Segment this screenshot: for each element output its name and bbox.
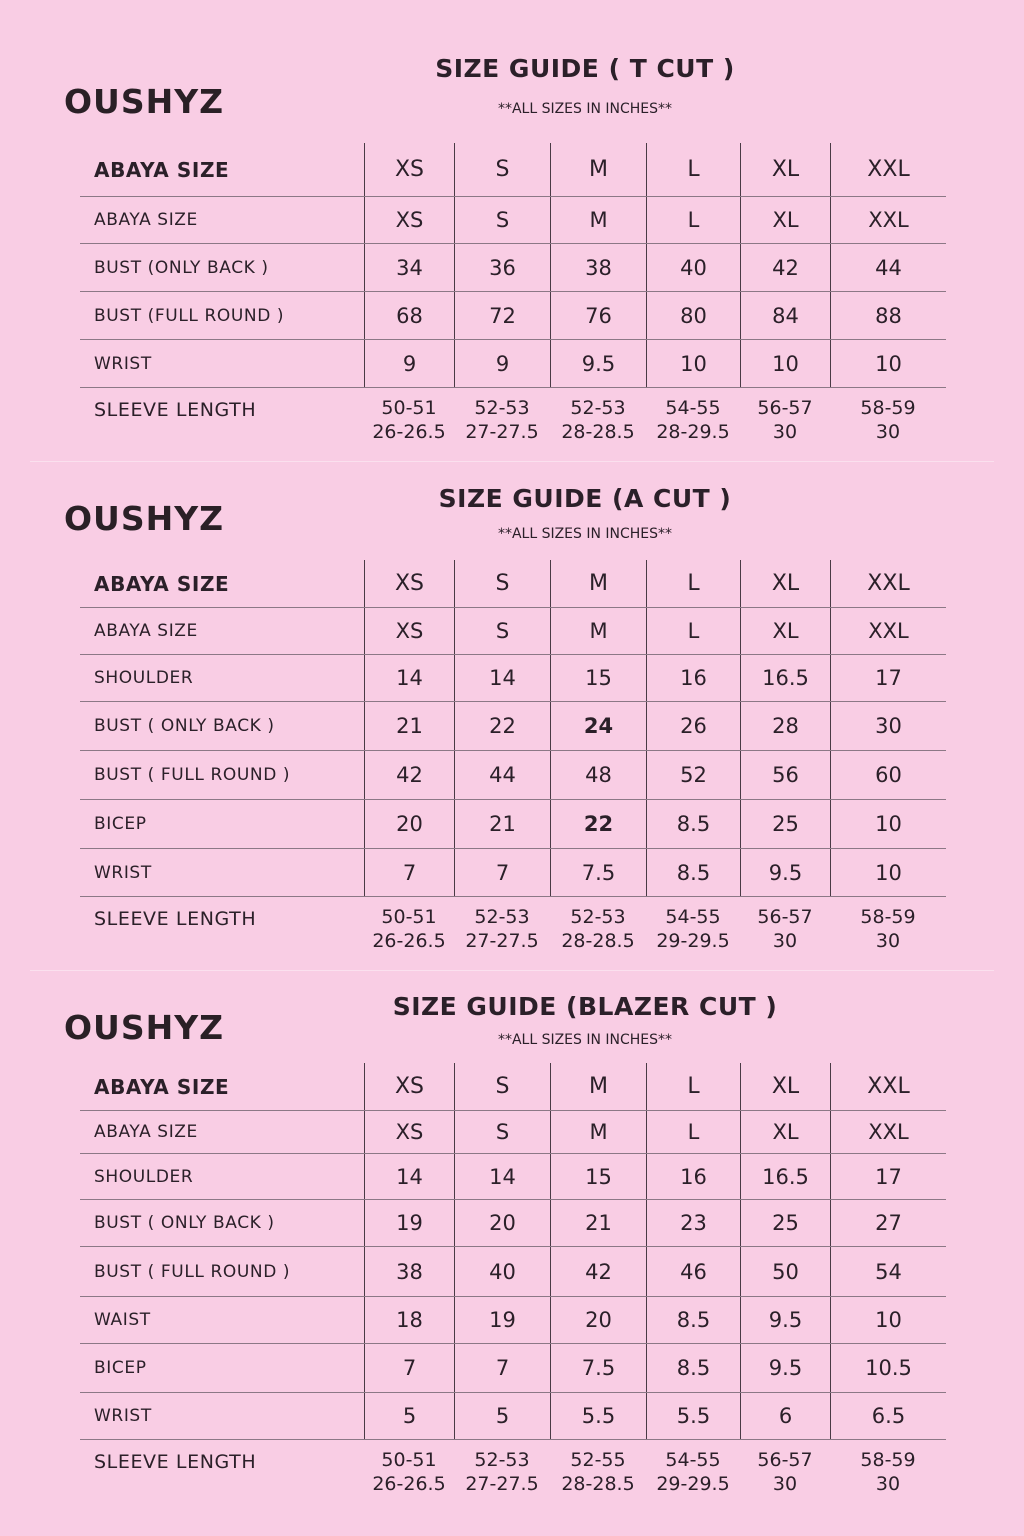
table-cell: 21 bbox=[550, 1200, 646, 1246]
row-label: BUST (ONLY BACK ) bbox=[94, 257, 269, 278]
table-cell: 10 bbox=[646, 340, 740, 387]
brand-logo: OUSHYZ bbox=[64, 1008, 225, 1047]
table-cell: 14 bbox=[364, 655, 454, 701]
table-cell: 9 bbox=[454, 340, 550, 387]
header-size-l: L bbox=[646, 1063, 740, 1110]
header-label: ABAYA SIZE bbox=[94, 157, 230, 182]
table-cell: 17 bbox=[830, 655, 946, 701]
table-cell: 21 bbox=[454, 800, 550, 848]
sleeve-range-alt: 30 bbox=[875, 421, 901, 443]
table-cell: 84 bbox=[740, 292, 830, 339]
sleeve-range-cm: 52-53 bbox=[474, 397, 530, 419]
sleeve-range-alt: 26-26.5 bbox=[372, 1473, 446, 1495]
sleeve-cell bbox=[454, 897, 550, 961]
table-cell: M bbox=[550, 197, 646, 243]
table-cell: 21 bbox=[364, 702, 454, 750]
header-size-xs: XS bbox=[364, 143, 454, 196]
table-cell: 68 bbox=[364, 292, 454, 339]
table-cell: XXL bbox=[830, 197, 946, 243]
table-cell: 27 bbox=[830, 1200, 946, 1246]
table-cell: 20 bbox=[454, 1200, 550, 1246]
sleeve-range-cm: 52-53 bbox=[474, 1449, 530, 1471]
table-cell: 15 bbox=[550, 655, 646, 701]
table-row bbox=[80, 1393, 946, 1440]
table-cell: 10 bbox=[830, 340, 946, 387]
sleeve-range-alt: 30 bbox=[772, 930, 798, 952]
sleeve-range-alt: 28-28.5 bbox=[561, 421, 635, 443]
row-label: BUST ( FULL ROUND ) bbox=[94, 1261, 291, 1282]
table-row bbox=[80, 751, 946, 800]
size-table bbox=[80, 143, 946, 452]
sleeve-range-cm: 58-59 bbox=[860, 1449, 916, 1471]
sleeve-range-alt: 29-29.5 bbox=[656, 930, 730, 952]
table-row bbox=[80, 244, 946, 292]
divider bbox=[30, 970, 994, 971]
table-cell: 7 bbox=[364, 1344, 454, 1392]
table-cell: 7 bbox=[364, 849, 454, 896]
table-cell: XL bbox=[740, 1111, 830, 1153]
table-cell: 7.5 bbox=[550, 849, 646, 896]
sleeve-cell bbox=[740, 897, 830, 961]
table-cell: 10.5 bbox=[830, 1344, 946, 1392]
sleeve-range-cm: 54-55 bbox=[665, 1449, 721, 1471]
sleeve-length-row bbox=[80, 388, 946, 452]
table-header-row bbox=[80, 143, 946, 197]
table-row bbox=[80, 1344, 946, 1393]
header-size-m: M bbox=[550, 143, 646, 196]
header-size-m: M bbox=[550, 1063, 646, 1110]
row-label: BUST ( FULL ROUND ) bbox=[94, 765, 291, 785]
table-cell: 19 bbox=[454, 1297, 550, 1343]
row-label: SHOULDER bbox=[94, 668, 194, 688]
units-note: **ALL SIZES IN INCHES** bbox=[497, 101, 673, 117]
table-cell: 15 bbox=[550, 1154, 646, 1199]
table-cell: 7 bbox=[454, 849, 550, 896]
brand-logo: OUSHYZ bbox=[64, 82, 225, 121]
header-size-xs: XS bbox=[364, 560, 454, 607]
row-label: ABAYA SIZE bbox=[94, 1122, 198, 1142]
table-cell: 42 bbox=[740, 244, 830, 291]
row-label: BUST (FULL ROUND ) bbox=[94, 305, 285, 326]
table-cell: 60 bbox=[830, 751, 946, 799]
sleeve-cell bbox=[740, 1440, 830, 1504]
table-row bbox=[80, 292, 946, 340]
table-cell: 16 bbox=[646, 1154, 740, 1199]
table-cell: 26 bbox=[646, 702, 740, 750]
sleeve-range-alt: 28-28.5 bbox=[561, 1473, 635, 1495]
sleeve-cell bbox=[830, 1440, 946, 1504]
table-cell: M bbox=[550, 608, 646, 654]
sleeve-cell bbox=[364, 1440, 454, 1504]
header-size-l: L bbox=[646, 560, 740, 607]
sleeve-length-row bbox=[80, 897, 946, 961]
units-note: **ALL SIZES IN INCHES** bbox=[497, 526, 673, 542]
table-cell: 8.5 bbox=[646, 1344, 740, 1392]
sleeve-range-cm: 52-53 bbox=[570, 906, 626, 928]
size-table bbox=[80, 560, 946, 961]
sleeve-cell bbox=[364, 897, 454, 961]
table-cell: 44 bbox=[830, 244, 946, 291]
row-label: BUST ( ONLY BACK ) bbox=[94, 1213, 275, 1233]
header-size-xxl: XXL bbox=[830, 143, 946, 196]
table-cell: 24 bbox=[550, 702, 646, 750]
table-cell: 54 bbox=[830, 1247, 946, 1296]
section-title: SIZE GUIDE (BLAZER CUT ) bbox=[392, 992, 778, 1021]
sleeve-range-cm: 52-53 bbox=[570, 397, 626, 419]
sleeve-range-cm: 58-59 bbox=[860, 906, 916, 928]
table-cell: 5.5 bbox=[550, 1393, 646, 1439]
header-size-s: S bbox=[454, 560, 550, 607]
table-cell: 48 bbox=[550, 751, 646, 799]
table-cell: 76 bbox=[550, 292, 646, 339]
table-cell: XS bbox=[364, 197, 454, 243]
section-title: SIZE GUIDE ( T CUT ) bbox=[435, 54, 735, 83]
table-cell: 18 bbox=[364, 1297, 454, 1343]
sleeve-range-alt: 26-26.5 bbox=[372, 930, 446, 952]
table-row bbox=[80, 849, 946, 897]
row-label: WRIST bbox=[94, 862, 152, 883]
sleeve-range-alt: 27-27.5 bbox=[465, 421, 539, 443]
sleeve-range-alt: 27-27.5 bbox=[465, 1473, 539, 1495]
table-row bbox=[80, 608, 946, 655]
table-cell: L bbox=[646, 197, 740, 243]
units-note: **ALL SIZES IN INCHES** bbox=[497, 1032, 673, 1048]
row-label: WRIST bbox=[94, 353, 152, 374]
sleeve-range-alt: 27-27.5 bbox=[465, 930, 539, 952]
table-cell: 46 bbox=[646, 1247, 740, 1296]
sleeve-range-alt: 28-28.5 bbox=[561, 930, 635, 952]
header-size-xxl: XXL bbox=[830, 1063, 946, 1110]
table-cell: XS bbox=[364, 1111, 454, 1153]
header-size-xl: XL bbox=[740, 143, 830, 196]
sleeve-range-cm: 52-53 bbox=[474, 906, 530, 928]
table-cell: 14 bbox=[454, 1154, 550, 1199]
section-title: SIZE GUIDE (A CUT ) bbox=[438, 484, 732, 513]
table-cell: 9 bbox=[364, 340, 454, 387]
table-cell: 9.5 bbox=[740, 1297, 830, 1343]
table-row bbox=[80, 702, 946, 751]
table-cell: 22 bbox=[550, 800, 646, 848]
sleeve-range-cm: 56-57 bbox=[757, 397, 813, 419]
header-size-xs: XS bbox=[364, 1063, 454, 1110]
table-row bbox=[80, 1111, 946, 1154]
sleeve-cell bbox=[830, 897, 946, 961]
table-cell: 9.5 bbox=[740, 1344, 830, 1392]
table-cell: 6.5 bbox=[830, 1393, 946, 1439]
table-row bbox=[80, 197, 946, 244]
row-label: SLEEVE LENGTH bbox=[94, 399, 257, 421]
table-cell: 38 bbox=[550, 244, 646, 291]
sleeve-length-row bbox=[80, 1440, 946, 1504]
table-cell: 20 bbox=[550, 1297, 646, 1343]
table-cell: 23 bbox=[646, 1200, 740, 1246]
header-size-xxl: XXL bbox=[830, 560, 946, 607]
table-cell: 14 bbox=[454, 655, 550, 701]
table-cell: S bbox=[454, 608, 550, 654]
table-cell: 8.5 bbox=[646, 849, 740, 896]
table-cell: 40 bbox=[646, 244, 740, 291]
row-label: SLEEVE LENGTH bbox=[94, 1451, 257, 1473]
table-cell: 25 bbox=[740, 800, 830, 848]
table-cell: XS bbox=[364, 608, 454, 654]
header-label: ABAYA SIZE bbox=[94, 571, 230, 596]
table-cell: 36 bbox=[454, 244, 550, 291]
sleeve-range-cm: 50-51 bbox=[381, 906, 437, 928]
table-row bbox=[80, 340, 946, 388]
sleeve-cell bbox=[740, 388, 830, 452]
sleeve-range-cm: 56-57 bbox=[757, 906, 813, 928]
table-row bbox=[80, 800, 946, 849]
table-cell: 5 bbox=[454, 1393, 550, 1439]
sleeve-cell bbox=[830, 388, 946, 452]
table-cell: 34 bbox=[364, 244, 454, 291]
sleeve-range-cm: 52-55 bbox=[570, 1449, 626, 1471]
table-cell: 52 bbox=[646, 751, 740, 799]
header-size-m: M bbox=[550, 560, 646, 607]
table-cell: 8.5 bbox=[646, 800, 740, 848]
table-cell: 50 bbox=[740, 1247, 830, 1296]
table-row bbox=[80, 1297, 946, 1344]
sleeve-range-cm: 50-51 bbox=[381, 1449, 437, 1471]
row-label: WAIST bbox=[94, 1310, 151, 1330]
header-size-xl: XL bbox=[740, 560, 830, 607]
row-label: ABAYA SIZE bbox=[94, 621, 198, 641]
table-cell: L bbox=[646, 608, 740, 654]
sleeve-range-alt: 28-29.5 bbox=[656, 421, 730, 443]
sleeve-cell bbox=[646, 897, 740, 961]
sleeve-range-alt: 30 bbox=[772, 1473, 798, 1495]
sleeve-cell bbox=[454, 1440, 550, 1504]
table-cell: 5 bbox=[364, 1393, 454, 1439]
row-label: ABAYA SIZE bbox=[94, 210, 198, 230]
table-cell: 28 bbox=[740, 702, 830, 750]
sleeve-range-alt: 29-29.5 bbox=[656, 1473, 730, 1495]
table-cell: 25 bbox=[740, 1200, 830, 1246]
table-row bbox=[80, 655, 946, 702]
table-cell: 14 bbox=[364, 1154, 454, 1199]
sleeve-cell bbox=[550, 1440, 646, 1504]
table-cell: 80 bbox=[646, 292, 740, 339]
sleeve-range-alt: 30 bbox=[875, 1473, 901, 1495]
sleeve-cell bbox=[646, 388, 740, 452]
sleeve-range-alt: 26-26.5 bbox=[372, 421, 446, 443]
table-cell: 42 bbox=[364, 751, 454, 799]
table-cell: 44 bbox=[454, 751, 550, 799]
sleeve-range-cm: 50-51 bbox=[381, 397, 437, 419]
table-cell: 8.5 bbox=[646, 1297, 740, 1343]
divider bbox=[30, 461, 994, 462]
table-cell: S bbox=[454, 1111, 550, 1153]
table-cell: 17 bbox=[830, 1154, 946, 1199]
table-cell: 7.5 bbox=[550, 1344, 646, 1392]
table-header-row bbox=[80, 1063, 946, 1111]
sleeve-cell bbox=[646, 1440, 740, 1504]
table-header-row bbox=[80, 560, 946, 608]
sleeve-range-alt: 30 bbox=[875, 930, 901, 952]
row-label: BICEP bbox=[94, 814, 147, 834]
table-cell: 10 bbox=[830, 1297, 946, 1343]
table-cell: 10 bbox=[830, 800, 946, 848]
table-cell: 7 bbox=[454, 1344, 550, 1392]
sleeve-cell bbox=[550, 897, 646, 961]
table-row bbox=[80, 1154, 946, 1200]
sleeve-range-cm: 54-55 bbox=[665, 906, 721, 928]
row-label: BUST ( ONLY BACK ) bbox=[94, 716, 275, 736]
sleeve-cell bbox=[454, 388, 550, 452]
table-cell: 16 bbox=[646, 655, 740, 701]
table-cell: 9.5 bbox=[550, 340, 646, 387]
table-cell: M bbox=[550, 1111, 646, 1153]
table-cell: 72 bbox=[454, 292, 550, 339]
table-row bbox=[80, 1247, 946, 1297]
sleeve-range-cm: 58-59 bbox=[860, 397, 916, 419]
table-cell: 40 bbox=[454, 1247, 550, 1296]
table-cell: 10 bbox=[740, 340, 830, 387]
row-label: SHOULDER bbox=[94, 1166, 194, 1187]
table-cell: XL bbox=[740, 197, 830, 243]
table-cell: 16.5 bbox=[740, 1154, 830, 1199]
table-cell: 19 bbox=[364, 1200, 454, 1246]
sleeve-range-cm: 56-57 bbox=[757, 1449, 813, 1471]
row-label: BICEP bbox=[94, 1358, 147, 1378]
header-size-s: S bbox=[454, 1063, 550, 1110]
table-cell: 9.5 bbox=[740, 849, 830, 896]
row-label: WRIST bbox=[94, 1406, 152, 1426]
table-cell: 30 bbox=[830, 702, 946, 750]
table-cell: 56 bbox=[740, 751, 830, 799]
table-cell: 16.5 bbox=[740, 655, 830, 701]
table-cell: XXL bbox=[830, 608, 946, 654]
sleeve-cell bbox=[550, 388, 646, 452]
sleeve-range-cm: 54-55 bbox=[665, 397, 721, 419]
sleeve-cell bbox=[364, 388, 454, 452]
table-cell: 38 bbox=[364, 1247, 454, 1296]
table-row bbox=[80, 1200, 946, 1247]
header-size-xl: XL bbox=[740, 1063, 830, 1110]
table-cell: 20 bbox=[364, 800, 454, 848]
table-cell: 10 bbox=[830, 849, 946, 896]
table-cell: 88 bbox=[830, 292, 946, 339]
header-label: ABAYA SIZE bbox=[94, 1074, 230, 1099]
header-size-l: L bbox=[646, 143, 740, 196]
sleeve-range-alt: 30 bbox=[772, 421, 798, 443]
table-cell: 22 bbox=[454, 702, 550, 750]
table-cell: XXL bbox=[830, 1111, 946, 1153]
table-cell: 5.5 bbox=[646, 1393, 740, 1439]
row-label: SLEEVE LENGTH bbox=[94, 908, 257, 930]
header-size-s: S bbox=[454, 143, 550, 196]
table-cell: S bbox=[454, 197, 550, 243]
table-cell: 42 bbox=[550, 1247, 646, 1296]
size-table bbox=[80, 1063, 946, 1504]
table-cell: XL bbox=[740, 608, 830, 654]
brand-logo: OUSHYZ bbox=[64, 499, 225, 538]
table-cell: L bbox=[646, 1111, 740, 1153]
table-cell: 6 bbox=[740, 1393, 830, 1439]
